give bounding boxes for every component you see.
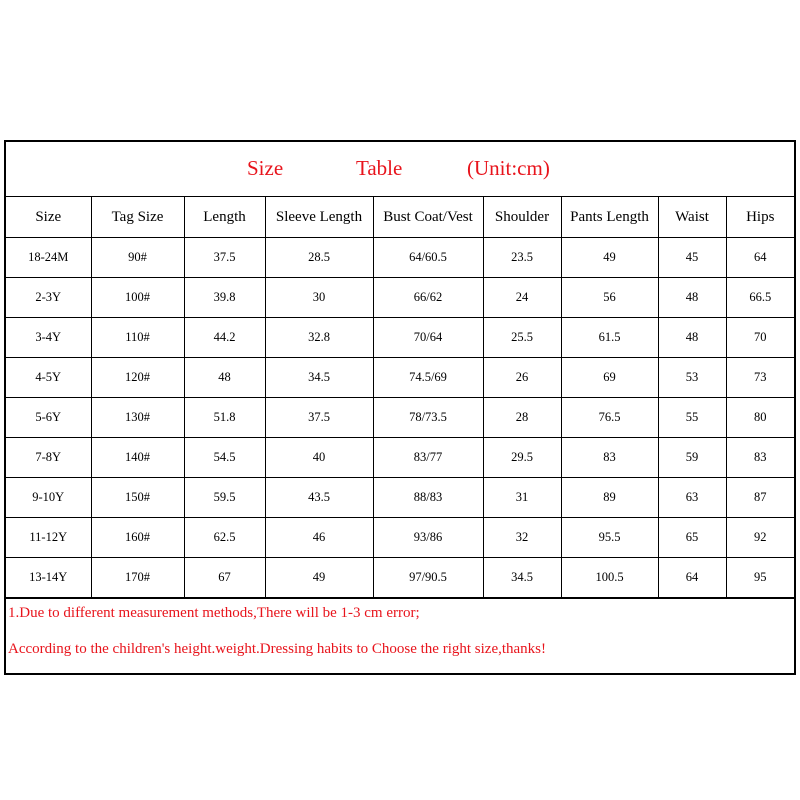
cell-waist: 64 [658,558,726,598]
cell-shoulder: 34.5 [483,558,561,598]
cell-shoulder: 26 [483,358,561,398]
table-title [6,142,794,197]
notes [6,598,794,673]
cell-sleeve-length: 43.5 [265,478,373,518]
cell-length: 37.5 [184,238,265,278]
cell-sleeve-length: 28.5 [265,238,373,278]
cell-length: 54.5 [184,438,265,478]
cell-shoulder: 23.5 [483,238,561,278]
cell-tag-size: 110# [91,318,184,358]
cell-bust: 93/86 [373,518,483,558]
cell-size: 18-24M [6,238,91,278]
cell-size: 11-12Y [6,518,91,558]
col-header-bust: Bust Coat/Vest [373,197,483,238]
cell-hips: 92 [726,518,794,558]
cell-waist: 55 [658,398,726,438]
cell-size: 9-10Y [6,478,91,518]
cell-waist: 48 [658,318,726,358]
table-body [6,238,794,598]
size-table-sheet [4,140,796,675]
title-unit: (Unit:cm) [467,156,550,180]
table-row [6,358,794,398]
cell-waist: 63 [658,478,726,518]
table-row [6,238,794,278]
cell-size: 3-4Y [6,318,91,358]
cell-bust: 74.5/69 [373,358,483,398]
cell-length: 62.5 [184,518,265,558]
cell-waist: 65 [658,518,726,558]
cell-hips: 83 [726,438,794,478]
header-row [6,197,794,238]
cell-sleeve-length: 37.5 [265,398,373,438]
cell-shoulder: 29.5 [483,438,561,478]
cell-sleeve-length: 46 [265,518,373,558]
col-header-tag-size: Tag Size [91,197,184,238]
cell-size: 5-6Y [6,398,91,438]
size-chart-table [6,197,794,598]
title-table-word: Table [356,156,403,180]
cell-pants-length: 76.5 [561,398,658,438]
cell-hips: 66.5 [726,278,794,318]
cell-tag-size: 130# [91,398,184,438]
table-row [6,558,794,598]
note-choose-size: According to the children's height.weight.Dressing habits to Choose the right size,thanks! [8,641,547,657]
table-row [6,398,794,438]
cell-length: 59.5 [184,478,265,518]
cell-pants-length: 95.5 [561,518,658,558]
cell-shoulder: 32 [483,518,561,558]
cell-sleeve-length: 30 [265,278,373,318]
col-header-size: Size [6,197,91,238]
cell-hips: 70 [726,318,794,358]
note-error-margin: 1.Due to different measurement methods,There will be 1-3 cm error; [8,605,420,621]
cell-tag-size: 90# [91,238,184,278]
cell-hips: 95 [726,558,794,598]
cell-length: 44.2 [184,318,265,358]
cell-pants-length: 49 [561,238,658,278]
col-header-pants-length: Pants Length [561,197,658,238]
cell-bust: 97/90.5 [373,558,483,598]
cell-waist: 59 [658,438,726,478]
cell-pants-length: 89 [561,478,658,518]
cell-pants-length: 83 [561,438,658,478]
table-row [6,318,794,358]
cell-bust: 83/77 [373,438,483,478]
cell-shoulder: 24 [483,278,561,318]
cell-tag-size: 100# [91,278,184,318]
cell-size: 4-5Y [6,358,91,398]
title-size-word: Size [247,156,284,180]
cell-hips: 80 [726,398,794,438]
cell-length: 67 [184,558,265,598]
cell-waist: 45 [658,238,726,278]
cell-size: 7-8Y [6,438,91,478]
col-header-length: Length [184,197,265,238]
cell-length: 51.8 [184,398,265,438]
cell-length: 48 [184,358,265,398]
cell-tag-size: 160# [91,518,184,558]
cell-size: 13-14Y [6,558,91,598]
cell-bust: 64/60.5 [373,238,483,278]
cell-sleeve-length: 34.5 [265,358,373,398]
cell-pants-length: 56 [561,278,658,318]
cell-length: 39.8 [184,278,265,318]
cell-waist: 53 [658,358,726,398]
col-header-sleeve-length: Sleeve Length [265,197,373,238]
cell-tag-size: 150# [91,478,184,518]
table-row [6,278,794,318]
cell-hips: 87 [726,478,794,518]
table-row [6,438,794,478]
cell-waist: 48 [658,278,726,318]
cell-hips: 64 [726,238,794,278]
cell-bust: 78/73.5 [373,398,483,438]
cell-pants-length: 61.5 [561,318,658,358]
cell-sleeve-length: 49 [265,558,373,598]
cell-bust: 66/62 [373,278,483,318]
cell-bust: 88/83 [373,478,483,518]
cell-bust: 70/64 [373,318,483,358]
cell-tag-size: 120# [91,358,184,398]
col-header-waist: Waist [658,197,726,238]
cell-size: 2-3Y [6,278,91,318]
col-header-hips: Hips [726,197,794,238]
cell-shoulder: 25.5 [483,318,561,358]
cell-shoulder: 28 [483,398,561,438]
cell-shoulder: 31 [483,478,561,518]
table-row [6,518,794,558]
cell-hips: 73 [726,358,794,398]
table-row [6,478,794,518]
cell-pants-length: 69 [561,358,658,398]
cell-tag-size: 140# [91,438,184,478]
cell-sleeve-length: 40 [265,438,373,478]
cell-tag-size: 170# [91,558,184,598]
col-header-shoulder: Shoulder [483,197,561,238]
cell-sleeve-length: 32.8 [265,318,373,358]
cell-pants-length: 100.5 [561,558,658,598]
